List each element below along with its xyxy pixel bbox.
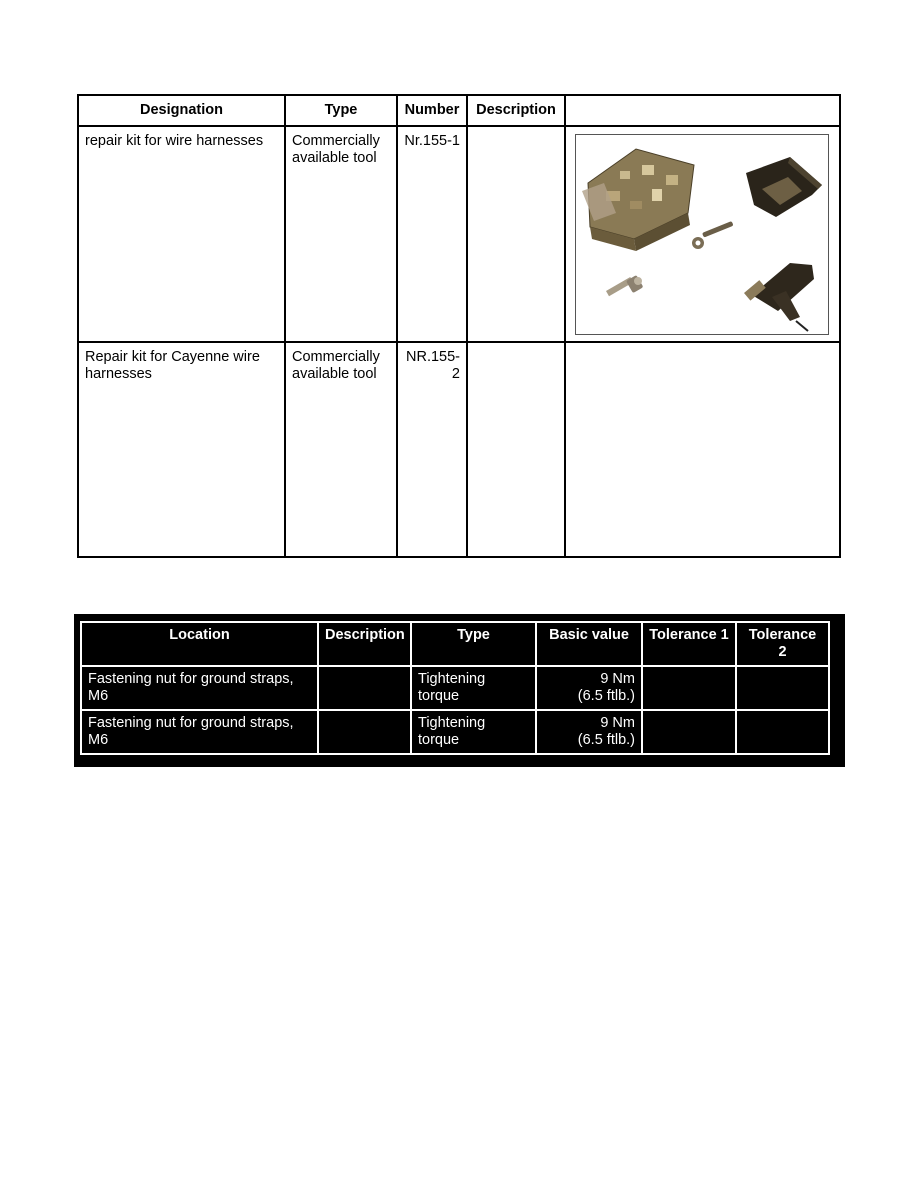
header-basic-value: Basic value <box>536 622 642 666</box>
specs-header-row <box>81 622 829 666</box>
tools-table <box>77 94 841 558</box>
type-cell: Commercially available tool <box>285 126 397 342</box>
tolerance-2-cell <box>736 666 829 710</box>
designation-cell: Repair kit for Cayenne wire harnesses <box>78 342 285 557</box>
type-cell: Tightening torque <box>411 710 536 754</box>
table-row <box>78 126 840 342</box>
header-description: Description <box>467 95 565 126</box>
header-type: Type <box>285 95 397 126</box>
tools-header-row <box>78 95 840 126</box>
designation-cell: repair kit for wire harnesses <box>78 126 285 342</box>
number-cell: Nr.155-1 <box>397 126 467 342</box>
location-cell: Fastening nut for ground straps, M6 <box>81 710 318 754</box>
heat-gun-image <box>744 263 814 331</box>
header-designation: Designation <box>78 95 285 126</box>
specs-table <box>80 621 830 755</box>
type-cell: Commercially available tool <box>285 342 397 557</box>
value-nm: 9 Nm <box>600 715 635 731</box>
header-image <box>565 95 840 126</box>
header-description: Description <box>318 622 411 666</box>
table-row <box>81 710 829 754</box>
table-row <box>78 342 840 557</box>
description-cell <box>467 342 565 557</box>
number-cell: NR.155-2 <box>397 342 467 557</box>
description-cell <box>318 710 411 754</box>
header-type: Type <box>411 622 536 666</box>
image-cell <box>565 342 840 557</box>
description-cell <box>467 126 565 342</box>
basic-value-cell <box>536 710 642 754</box>
repair-kit-photo <box>575 134 829 335</box>
tolerance-1-cell <box>642 666 736 710</box>
header-location: Location <box>81 622 318 666</box>
table-row <box>81 666 829 710</box>
header-tolerance-2: Tolerance 2 <box>736 622 829 666</box>
specs-panel <box>74 614 845 767</box>
type-cell: Tightening torque <box>411 666 536 710</box>
image-cell <box>565 126 840 342</box>
value-nm: 9 Nm <box>600 671 635 687</box>
pin-tool-image <box>606 275 643 296</box>
crimp-tool-image <box>746 157 822 217</box>
tolerance-2-cell <box>736 710 829 754</box>
basic-value-cell <box>536 666 642 710</box>
wrench-image <box>692 221 734 249</box>
value-ftlb: (6.5 ftlb.) <box>577 732 635 748</box>
tolerance-1-cell <box>642 710 736 754</box>
location-cell: Fastening nut for ground straps, M6 <box>81 666 318 710</box>
header-tolerance-1: Tolerance 1 <box>642 622 736 666</box>
header-number: Number <box>397 95 467 126</box>
repair-case-image <box>582 149 694 251</box>
description-cell <box>318 666 411 710</box>
value-ftlb: (6.5 ftlb.) <box>577 688 635 704</box>
